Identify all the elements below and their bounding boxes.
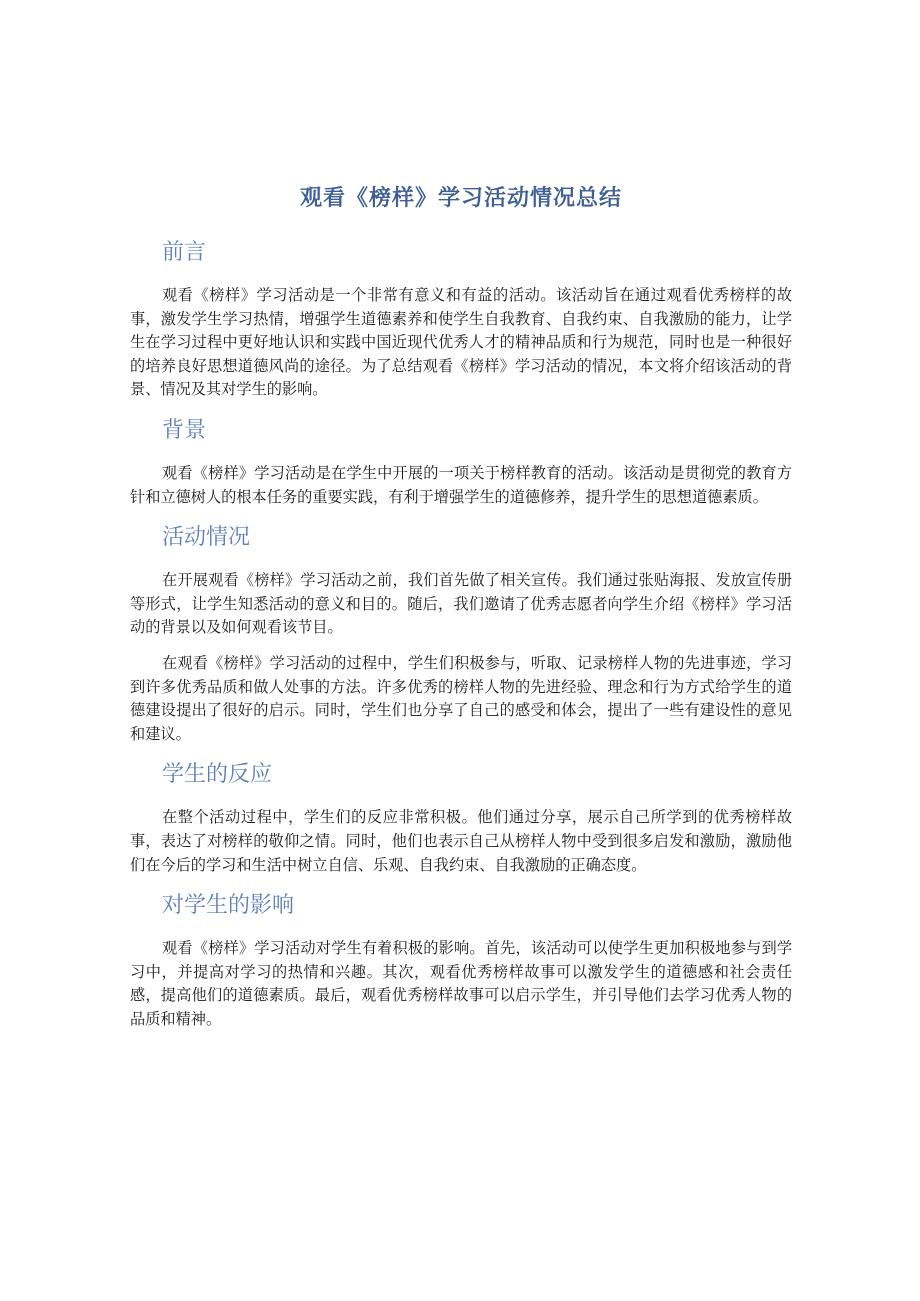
section-heading: 背景: [162, 417, 207, 443]
section-heading: 前言: [162, 240, 207, 265]
section-student-reaction: [130, 758, 792, 877]
paragraph: 观看《榜样》学习活动是在学生中开展的一项关于榜样教育的活动。该活动是贯彻党的教育方针和立德树人的根本任务的重要实践，有利于增强学生的道德修养，提升学生的思想道德素质。: [130, 463, 792, 506]
paragraph: 在开展观看《榜样》学习活动之前，我们首先做了相关宣传。我们通过张贴海报、发放宣传册等形式，让学生知悉活动的意义和目的。随后，我们邀请了优秀志愿者向学生介绍《榜样》学习活动的背景以及如何观看该节目。: [130, 571, 792, 637]
section-preface: [130, 236, 792, 402]
paragraph: 在整个活动过程中，学生们的反应非常积极。他们通过分享，展示自己所学到的优秀榜样故事，表达了对榜样的敬仰之情。同时，他们也表示自己从榜样人物中受到很多启发和激励，激励他们在今后的学习和生活中树立自信、乐观、自我约束、自我激励的正确态度。: [130, 808, 792, 874]
document-title: 观看《榜样》学习活动情况总结: [299, 185, 622, 211]
paragraph: 观看《榜样》学习活动是一个非常有意义和有益的活动。该活动旨在通过观看优秀榜样的故事，激发学生学习热情，增强学生道德素养和使学生自我教育、自我约束、自我激励的能力，让学生在学习过程中更好地认识和实践中国近现代优秀人才的精神品质和行为规范，同时也是一种很好的培养良好思想道德风尚的途径。为了总结观看《榜样》学习活动的情况，本文将介绍该活动的背景、情况及其对学生的影响。: [130, 286, 792, 399]
section-heading: 活动情况: [162, 525, 251, 551]
document-page: [130, 178, 792, 1043]
section-impact: [130, 889, 792, 1031]
paragraph: 在观看《榜样》学习活动的过程中，学生们积极参与，听取、记录榜样人物的先进事迹，学习到许多优秀品质和做人处事的方法。许多优秀的榜样人物的先进经验、理念和行为方式给学生的道德建设提出了很好的启示。同时，学生们也分享了自己的感受和体会，提出了一些有建设性的意见和建议。: [130, 653, 792, 743]
paragraph: 观看《榜样》学习活动对学生有着积极的影响。首先，该活动可以使学生更加积极地参与到学习中，并提高对学习的热情和兴趣。其次，观看优秀榜样故事可以激发学生的道德感和社会责任感，提高他们的道德素质。最后，观看优秀榜样故事可以启示学生，并引导他们去学习优秀人物的品质和精神。: [130, 939, 792, 1028]
section-heading: 学生的反应: [162, 762, 273, 788]
section-heading: 对学生的影响: [162, 893, 295, 919]
section-background: [130, 414, 792, 509]
section-activity: [130, 521, 792, 746]
